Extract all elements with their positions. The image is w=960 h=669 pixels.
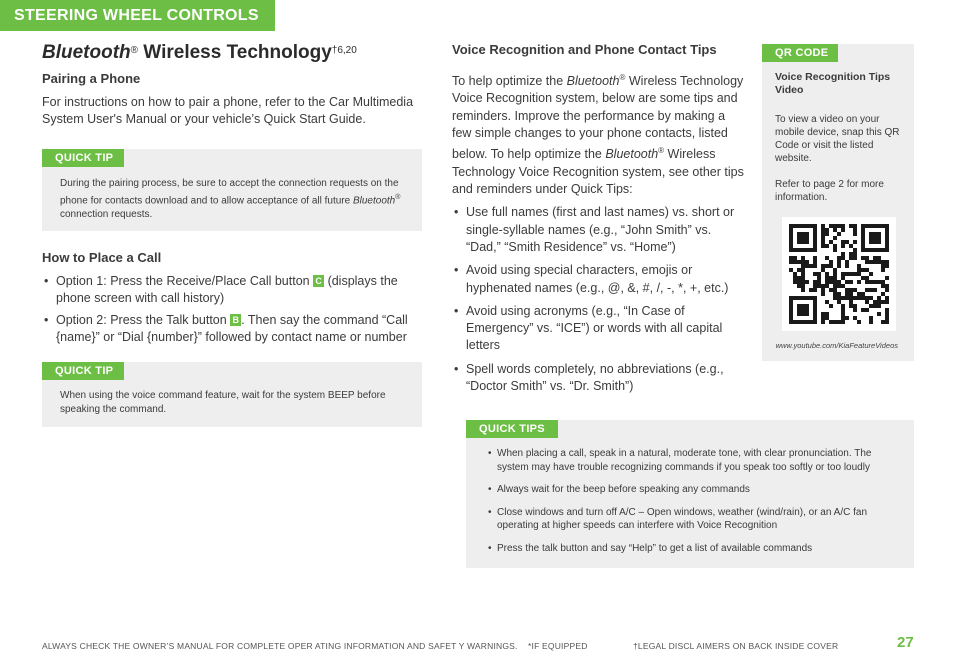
quick-tips-label: QUICK TIPS [466, 420, 558, 438]
quick-tips-list [488, 447, 904, 564]
quick-tip-item: • Close windows and turn off A/C – Open windows, weather (wind/rain), or an A/C fan operating at higher speeds can interfere with Voice Recognition [488, 506, 904, 533]
voice-recognition-intro: To help optimize the Bluetooth® Wireless Technology Voice Recognition system, below are some tips and reminders. Improve the performance by making a few simple changes to your phone contacts, listed below. To help optimize the Bluetooth® Wireless Technology Voice Recognition system, see other tips and reminders under Quick Tips: [452, 73, 744, 197]
quick-tip-voice-command [42, 362, 422, 427]
qr-code-panel [762, 44, 914, 361]
contact-tip-item: • Avoid using special characters, emojis or hyphenated names (e.g., @, &, #, /, -, *, +, etc.) [452, 262, 747, 297]
quick-tip-label: QUICK TIP [42, 362, 124, 380]
qr-code-image[interactable] [782, 217, 896, 331]
section-header-tab [0, 0, 275, 31]
footer-legal: †LEGAL DISCL AIMERS ON BACK INSIDE COVER [633, 641, 839, 651]
quick-tip-item: • When placing a call, speak in a natural, moderate tone, with clear pronunciation. The system may have trouble recognizing commands if you speak too softly or too loudly [488, 447, 904, 474]
quick-tip-text: During the pairing process, be sure to accept the connection requests on the phone for contacts download and to allow acceptance of all future Bluetooth® connection requests. [60, 178, 401, 221]
quick-tip-label: QUICK TIP [42, 149, 124, 167]
section-title: STEERING WHEEL CONTROLS [14, 7, 259, 24]
quick-tips-panel [466, 420, 914, 568]
pairing-text: For instructions on how to pair a phone, refer to the Car Multimedia System User's Manual or your vehicle’s Quick Start Guide. [42, 95, 414, 126]
place-call-heading: How to Place a Call [42, 250, 162, 265]
call-option-2: • Option 2: Press the Talk button B . Then say the command “Call {name}” or “Dial {number}” followed by contact name or number [42, 312, 422, 346]
left-column [42, 42, 422, 128]
contact-tip-item: • Avoid using acronyms (e.g., “In Case of Emergency” vs. “ICE”) or words with all capital letters [452, 303, 747, 355]
qr-title: Voice Recognition Tips Video [775, 71, 891, 96]
qr-code-label: QR CODE [762, 44, 838, 62]
button-c-badge: C [313, 275, 324, 287]
quick-tip-text: When using the voice command feature, wait for the system BEEP before speaking the command. [60, 390, 386, 415]
button-b-badge: B [230, 314, 241, 326]
contact-tip-item: • Use full names (first and last names) vs. short or single-syllable names (e.g., “John Smith” vs. “Dad,” “Smith Residence” vs. “Home”) [452, 204, 747, 256]
contact-tip-item: • Spell words completely, no abbreviations (e.g., “Doctor Smith” vs. “Dr. Smith”) [452, 361, 747, 396]
qr-url[interactable]: www.youtube.com/KiaFeatureVideos [775, 341, 898, 350]
footer-if-equipped: *IF EQUIPPED [528, 641, 588, 651]
middle-column [452, 42, 747, 395]
qr-description: To view a video on your mobile device, snap this QR Code or visit the listed website. [775, 114, 900, 164]
page-number: 27 [897, 634, 914, 651]
qr-code-graphic [782, 217, 896, 331]
qr-reference: Refer to page 2 for more information. [775, 179, 884, 203]
quick-tip-item: • Always wait for the beep before speaking any commands [488, 483, 904, 497]
pairing-heading: Pairing a Phone [42, 71, 141, 86]
footer-warning: ALWAYS CHECK THE OWNER’S MANUAL FOR COMPLETE OPER ATING INFORMATION AND SAFET Y WARNINGS. [42, 641, 518, 651]
place-call-section [42, 250, 422, 346]
quick-tip-pairing [42, 149, 422, 231]
page-title: Bluetooth® Wireless Technology$^{\dagger 6,20}$ [42, 42, 357, 63]
voice-recognition-heading: Voice Recognition and Phone Contact Tips [452, 42, 717, 57]
quick-tip-item: • Press the talk button and say “Help” to get a list of available commands [488, 542, 904, 556]
call-option-1: • Option 1: Press the Receive/Place Call button C (displays the phone screen with call history) [42, 273, 422, 307]
